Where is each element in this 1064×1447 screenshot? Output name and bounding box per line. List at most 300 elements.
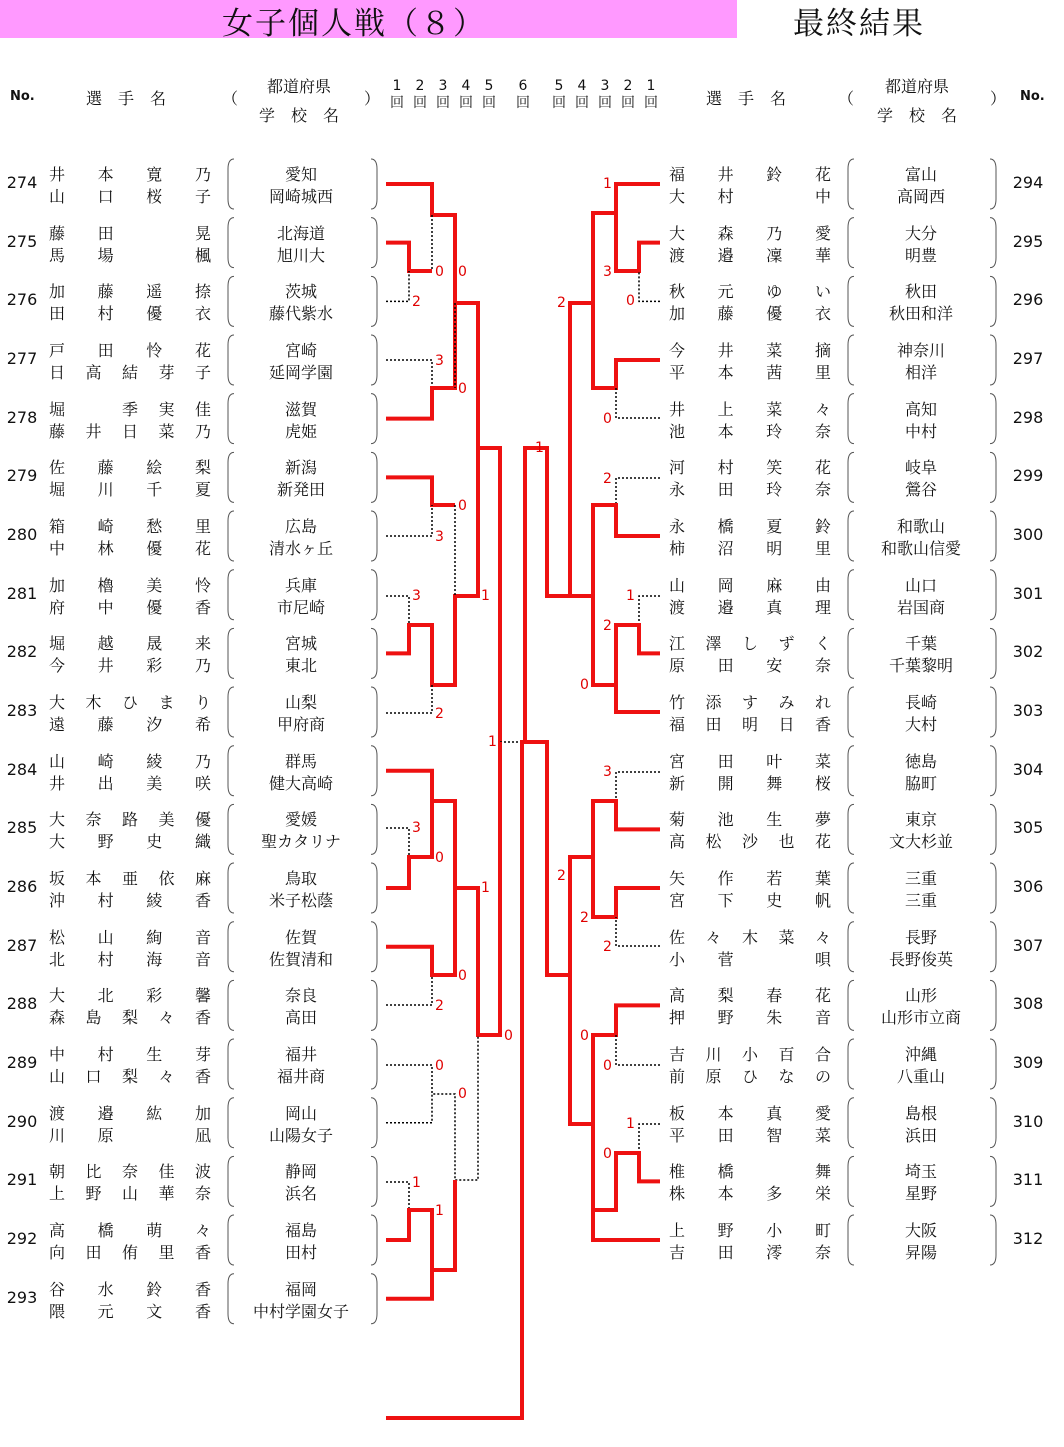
entry-bracket-paren xyxy=(228,922,234,972)
entry-bracket-paren xyxy=(848,570,854,620)
entry-bracket-paren xyxy=(228,980,234,1030)
entry-bracket-paren xyxy=(848,1098,854,1148)
round-header-right-3: 3 回 xyxy=(598,78,612,111)
school-name: 和歌山信愛 xyxy=(880,539,961,559)
player-name: 平 田 智 菜 xyxy=(668,1125,831,1145)
prefecture: 大分 xyxy=(904,223,937,243)
school-name: 明豊 xyxy=(904,245,937,265)
school-name: 甲府商 xyxy=(276,715,325,735)
match-score: 2 xyxy=(603,618,612,634)
loser-line xyxy=(386,828,409,857)
prefecture: 岡山 xyxy=(284,1103,317,1123)
school-name: 八重山 xyxy=(896,1067,945,1087)
winner-line xyxy=(593,1124,660,1210)
player-name: 堀 季 実 佳 xyxy=(48,399,211,419)
player-name: 北 村 海 音 xyxy=(48,949,211,969)
prefecture: 和歌山 xyxy=(896,517,945,537)
player-name: 向 田 侑 里 香 xyxy=(48,1243,211,1263)
player-name: 今 井 彩 乃 xyxy=(48,656,211,676)
round-header-left-3: 3 回 xyxy=(436,78,450,111)
entry-bracket-paren xyxy=(371,1215,377,1265)
header-player-left: 選 手 名 xyxy=(86,89,167,108)
entry-bracket-paren xyxy=(848,452,854,502)
prefecture: 山形 xyxy=(904,986,937,1006)
loser-line xyxy=(616,772,660,801)
entry-number: 303 xyxy=(1012,701,1044,721)
entry-bracket-paren xyxy=(371,922,377,972)
entry-number: 283 xyxy=(6,701,38,721)
entry-bracket-paren xyxy=(371,394,377,444)
player-name: 堀 川 千 夏 xyxy=(48,480,211,500)
school-name: 昇陽 xyxy=(904,1243,937,1263)
entry-bracket-paren xyxy=(848,218,854,268)
prefecture: 愛知 xyxy=(284,165,317,184)
match-score: 2 xyxy=(435,998,444,1014)
school-name: 延岡学園 xyxy=(268,363,333,382)
school-name: 清水ヶ丘 xyxy=(268,539,333,559)
player-name: 柿 沼 明 里 xyxy=(668,539,831,559)
school-name: 鶯谷 xyxy=(904,480,937,500)
school-name: 佐賀清和 xyxy=(268,949,333,969)
prefecture: 沖縄 xyxy=(904,1045,937,1065)
player-name: 永 田 玲 奈 xyxy=(668,480,831,500)
player-name: 原 田 安 奈 xyxy=(668,656,831,676)
loser-line xyxy=(386,975,432,1005)
prefecture: 奈良 xyxy=(284,986,317,1006)
player-name: 高 松 沙 也 花 xyxy=(668,832,831,852)
entry-bracket-paren xyxy=(990,1215,996,1265)
entry-number: 307 xyxy=(1012,935,1044,955)
entry-bracket-paren xyxy=(371,804,377,854)
match-score: 0 xyxy=(603,1058,612,1074)
entry-bracket-paren xyxy=(228,335,234,385)
entry-bracket-paren xyxy=(228,746,234,796)
player-name: 竹 添 す み れ xyxy=(668,693,831,713)
school-name: 三重 xyxy=(904,891,937,911)
player-name: 朝 比 奈 佳 波 xyxy=(48,1162,211,1182)
entry-bracket-paren xyxy=(990,276,996,326)
round-header-right-4: 4 回 xyxy=(575,78,589,111)
player-name: 高 梨 春 花 xyxy=(668,986,831,1006)
round-header-right-2: 2 回 xyxy=(621,78,635,111)
entry-bracket-paren xyxy=(228,452,234,502)
entry-number: 274 xyxy=(6,173,38,192)
player-name: 江 澤 し ず く xyxy=(668,634,831,654)
prefecture: 静岡 xyxy=(284,1162,317,1182)
school-name: 米子松蔭 xyxy=(268,891,333,911)
match-score: 1 xyxy=(603,176,612,192)
entry-bracket-paren xyxy=(990,628,996,678)
match-score: 2 xyxy=(557,868,566,884)
loser-line xyxy=(616,917,660,946)
entry-bracket-paren xyxy=(990,218,996,268)
player-name: 隈 元 文 香 xyxy=(48,1301,211,1321)
match-score: 0 xyxy=(626,293,635,309)
entry-bracket-paren xyxy=(990,804,996,854)
school-name: 田村 xyxy=(284,1243,317,1263)
match-score: 0 xyxy=(458,968,467,984)
entry-number: 276 xyxy=(6,290,38,310)
player-name: 高 橋 萌 々 xyxy=(48,1221,211,1241)
player-name: 井 出 美 咲 xyxy=(48,773,211,793)
prefecture: 大阪 xyxy=(904,1221,937,1241)
prefecture: 茨城 xyxy=(284,282,317,302)
player-name: 渡 邉 紘 加 xyxy=(48,1103,211,1123)
player-name: 府 中 優 香 xyxy=(48,597,211,617)
player-name: 株 本 多 栄 xyxy=(668,1184,831,1204)
round-header-left-4: 4 回 xyxy=(459,78,473,111)
entry-bracket-paren xyxy=(228,1274,234,1324)
match-score: 1 xyxy=(626,588,635,604)
match-score: 0 xyxy=(435,264,444,280)
school-name: 千葉黎明 xyxy=(888,656,953,676)
entry-bracket-paren xyxy=(848,687,854,737)
prefecture: 広島 xyxy=(284,517,317,537)
entry-bracket-paren xyxy=(990,159,996,209)
winner-line xyxy=(386,742,660,1418)
entry-bracket-paren xyxy=(228,159,234,209)
player-name: 大 森 乃 愛 xyxy=(668,223,831,243)
school-name: 旭川大 xyxy=(276,245,325,265)
winner-line xyxy=(616,213,660,271)
player-name: 谷 水 鈴 香 xyxy=(48,1279,211,1299)
round-header-right-1: 1 回 xyxy=(644,78,658,111)
entry-bracket-paren xyxy=(228,804,234,854)
entry-bracket-paren xyxy=(228,394,234,444)
match-score: 0 xyxy=(435,1058,444,1074)
prefecture: 宮崎 xyxy=(284,341,317,360)
entry-bracket-paren xyxy=(848,922,854,972)
player-name: 藤 田 晃 xyxy=(48,223,211,243)
prefecture: 東京 xyxy=(904,810,937,830)
entry-number: 306 xyxy=(1012,877,1044,897)
player-name: 押 野 朱 音 xyxy=(668,1008,831,1028)
player-name: 小 菅 唄 xyxy=(668,949,831,969)
entry-number: 289 xyxy=(6,1053,38,1073)
entry-bracket-paren xyxy=(228,1215,234,1265)
entry-bracket-paren xyxy=(228,570,234,620)
player-name: 永 橋 夏 鈴 xyxy=(668,517,831,537)
entry-number: 298 xyxy=(1012,407,1044,427)
school-name: 高岡西 xyxy=(896,187,945,206)
loser-line xyxy=(386,505,432,536)
entry-bracket-paren xyxy=(990,1098,996,1148)
winner-line xyxy=(570,505,660,596)
entry-number: 297 xyxy=(1012,349,1044,368)
header-school-right: 学 校 名 xyxy=(877,106,958,125)
entry-bracket-paren xyxy=(990,452,996,502)
school-name: 中村 xyxy=(904,421,937,441)
entry-bracket-paren xyxy=(848,394,854,444)
entry-bracket-paren xyxy=(371,218,377,268)
school-name: 星野 xyxy=(904,1184,937,1204)
entry-bracket-paren xyxy=(228,511,234,561)
player-name: 池 本 玲 奈 xyxy=(668,421,831,441)
school-name: 大村 xyxy=(904,715,937,735)
school-name: 健大高崎 xyxy=(268,773,333,793)
match-score: 1 xyxy=(481,880,490,896)
match-score: 3 xyxy=(412,588,421,604)
entry-bracket-paren xyxy=(990,1156,996,1206)
player-name: 大 木 ひ ま り xyxy=(48,693,211,713)
player-name: 日 高 結 芽 子 xyxy=(48,363,211,382)
school-name: 東北 xyxy=(284,656,317,676)
header-pref-right: 都道府県 xyxy=(885,77,950,96)
school-name: 山形市立商 xyxy=(880,1008,961,1028)
entry-bracket-paren xyxy=(848,511,854,561)
player-name: 吉 川 小 百 合 xyxy=(668,1045,831,1065)
entry-bracket-paren xyxy=(848,863,854,913)
entry-number: 310 xyxy=(1012,1111,1044,1131)
entry-number: 305 xyxy=(1012,818,1044,838)
entry-bracket-paren xyxy=(228,628,234,678)
player-name: 中 村 生 芽 xyxy=(48,1045,211,1065)
player-name: 川 原 凪 xyxy=(48,1125,211,1145)
player-name: 大 村 中 xyxy=(668,187,831,206)
school-name: 虎姫 xyxy=(284,421,317,441)
entry-bracket-paren xyxy=(990,511,996,561)
school-name: 秋田和洋 xyxy=(888,304,953,324)
match-score: 0 xyxy=(603,411,612,427)
entry-bracket-paren xyxy=(990,746,996,796)
entry-bracket-paren xyxy=(371,1039,377,1089)
player-name: 渡 邉 真 理 xyxy=(668,597,831,617)
player-name: 平 本 茜 里 xyxy=(668,363,831,382)
prefecture: 福島 xyxy=(284,1221,317,1241)
player-name: 藤 井 日 菜 乃 xyxy=(48,421,211,441)
player-name: 新 開 舞 桜 xyxy=(668,773,831,793)
prefecture: 福岡 xyxy=(284,1279,317,1299)
match-score: 3 xyxy=(412,820,421,836)
entry-bracket-paren xyxy=(371,687,377,737)
entry-bracket-paren xyxy=(228,1039,234,1089)
page-title: 女子個人戦（８） xyxy=(222,6,486,42)
loser-line xyxy=(639,596,660,625)
player-name: 馬 場 楓 xyxy=(48,245,211,265)
match-score: 0 xyxy=(458,1086,467,1102)
header-close-paren-left: ） xyxy=(364,89,381,108)
match-score: 1 xyxy=(481,588,490,604)
school-name: 藤代紫水 xyxy=(268,304,333,324)
player-name: 渡 邉 凜 華 xyxy=(668,245,831,265)
entry-number: 300 xyxy=(1012,525,1044,545)
loser-line xyxy=(616,388,660,418)
school-name: 市尼崎 xyxy=(276,597,325,617)
player-name: 加 藤 遥 捺 xyxy=(48,282,211,302)
match-score: 1 xyxy=(626,1116,635,1132)
match-score: 2 xyxy=(580,910,589,926)
player-name: 佐 藤 絵 梨 xyxy=(48,458,211,478)
entry-bracket-paren xyxy=(848,980,854,1030)
entry-number: 308 xyxy=(1012,994,1044,1014)
header-close-paren-right: ） xyxy=(990,89,1007,108)
entry-number: 299 xyxy=(1012,466,1044,486)
prefecture: 神奈川 xyxy=(896,341,945,360)
loser-line xyxy=(386,360,432,388)
match-score: 2 xyxy=(557,295,566,311)
entry-bracket-paren xyxy=(371,1098,377,1148)
entry-bracket-paren xyxy=(848,276,854,326)
entry-bracket-paren xyxy=(848,1039,854,1089)
match-score: 0 xyxy=(580,677,589,693)
player-name: 秋 元 ゆ い xyxy=(668,282,831,302)
loser-line xyxy=(386,1065,432,1094)
winner-line xyxy=(386,477,455,505)
player-name: 箱 崎 愁 里 xyxy=(48,517,211,537)
entry-number: 295 xyxy=(1012,231,1044,251)
loser-line xyxy=(386,596,409,625)
entry-bracket-paren xyxy=(228,1156,234,1206)
match-score: 0 xyxy=(435,850,444,866)
round-header-right-5: 5 回 xyxy=(552,78,566,111)
entry-bracket-paren xyxy=(990,335,996,385)
entry-number: 311 xyxy=(1012,1170,1044,1190)
winner-line xyxy=(386,1180,455,1270)
round-header-left-6: 6 回 xyxy=(516,78,530,111)
player-name: 宮 田 叶 菜 xyxy=(668,751,831,771)
entry-bracket-paren xyxy=(371,452,377,502)
player-name: 大 奈 路 美 優 xyxy=(48,810,211,830)
header-school-left: 学 校 名 xyxy=(259,106,340,125)
entry-bracket-paren xyxy=(848,746,854,796)
entry-number: 285 xyxy=(6,818,38,838)
player-name: 森 島 梨 々 香 xyxy=(48,1008,211,1028)
entry-number: 301 xyxy=(1012,583,1044,603)
player-name: 上 野 山 華 奈 xyxy=(48,1184,211,1204)
player-name: 上 野 小 町 xyxy=(668,1221,831,1241)
school-name: 新発田 xyxy=(276,480,325,500)
match-score: 2 xyxy=(435,706,444,722)
player-name: 大 野 史 織 xyxy=(48,832,211,852)
loser-line xyxy=(386,271,409,301)
school-name: 岡崎城西 xyxy=(268,187,333,206)
entry-number: 281 xyxy=(6,583,38,603)
page-subtitle: 最終結果 xyxy=(793,6,925,42)
match-score: 3 xyxy=(435,529,444,545)
header-open-paren-right: （ xyxy=(838,89,855,108)
player-name: 遠 藤 汐 希 xyxy=(48,715,211,735)
entry-bracket-paren xyxy=(228,1098,234,1148)
player-name: 菊 池 生 夢 xyxy=(668,810,831,830)
header-no-right: No. xyxy=(1020,89,1045,104)
match-score: 2 xyxy=(603,471,612,487)
loser-line xyxy=(639,1124,660,1153)
entry-number: 278 xyxy=(6,407,38,427)
header-no-left: No. xyxy=(10,89,35,104)
prefecture: 兵庫 xyxy=(284,575,317,595)
prefecture: 愛媛 xyxy=(284,810,317,830)
entry-bracket-paren xyxy=(990,980,996,1030)
prefecture: 富山 xyxy=(904,165,937,184)
entry-bracket-paren xyxy=(848,1215,854,1265)
match-score: 1 xyxy=(412,1175,421,1191)
entry-number: 293 xyxy=(6,1287,38,1307)
prefecture: 長野 xyxy=(904,927,937,947)
prefecture: 宮城 xyxy=(284,634,317,654)
match-score: 2 xyxy=(412,294,421,310)
player-name: 山 口 桜 子 xyxy=(48,187,211,206)
prefecture: 福井 xyxy=(284,1045,317,1065)
entry-number: 292 xyxy=(6,1229,38,1249)
winner-line xyxy=(386,888,455,975)
entry-bracket-paren xyxy=(371,335,377,385)
prefecture: 三重 xyxy=(904,869,937,889)
school-name: 長野俊英 xyxy=(888,949,953,969)
prefecture: 岐阜 xyxy=(904,458,937,478)
player-name: 加 藤 優 衣 xyxy=(668,304,831,324)
loser-line xyxy=(639,271,660,301)
player-name: 河 村 笑 花 xyxy=(668,458,831,478)
entry-bracket-paren xyxy=(990,687,996,737)
entry-number: 294 xyxy=(1012,173,1044,192)
prefecture: 秋田 xyxy=(904,282,937,302)
match-score: 0 xyxy=(458,498,467,514)
entry-bracket-paren xyxy=(228,276,234,326)
player-name: 今 井 菜 摘 xyxy=(668,341,831,360)
player-name: 井 本 寛 乃 xyxy=(48,165,211,184)
entry-number: 309 xyxy=(1012,1053,1044,1073)
school-name: 相洋 xyxy=(904,363,937,382)
entry-bracket-paren xyxy=(371,628,377,678)
school-name: 福井商 xyxy=(276,1067,325,1087)
loser-line xyxy=(386,1182,409,1210)
school-name: 岩国商 xyxy=(896,597,945,617)
entry-bracket-paren xyxy=(990,570,996,620)
round-header-left-5: 5 回 xyxy=(482,78,496,111)
entry-number: 302 xyxy=(1012,642,1044,662)
entry-bracket-paren xyxy=(371,276,377,326)
entry-number: 287 xyxy=(6,935,38,955)
header-player-right: 選 手 名 xyxy=(706,89,787,108)
entry-bracket-paren xyxy=(371,980,377,1030)
header-pref-left: 都道府県 xyxy=(267,77,332,96)
entry-bracket-paren xyxy=(848,1156,854,1206)
match-score: 1 xyxy=(488,734,497,750)
match-score: 2 xyxy=(603,939,612,955)
prefecture: 山梨 xyxy=(284,693,317,713)
school-name: 高田 xyxy=(284,1008,317,1028)
entry-number: 290 xyxy=(6,1111,38,1131)
school-name: 文大杉並 xyxy=(888,832,953,852)
prefecture: 佐賀 xyxy=(284,927,317,947)
player-name: 板 本 真 愛 xyxy=(668,1103,831,1123)
winner-line xyxy=(593,857,660,917)
loser-line xyxy=(386,685,432,713)
entry-bracket-paren xyxy=(371,746,377,796)
round-header-left-2: 2 回 xyxy=(413,78,427,111)
entry-bracket-paren xyxy=(990,394,996,444)
winner-line xyxy=(593,303,660,388)
loser-line xyxy=(616,1035,660,1065)
school-name: 脇町 xyxy=(904,773,937,793)
loser-line xyxy=(386,1035,478,1180)
entry-bracket-paren xyxy=(848,804,854,854)
entry-bracket-paren xyxy=(371,511,377,561)
entry-bracket-paren xyxy=(371,863,377,913)
match-score: 1 xyxy=(435,1203,444,1219)
match-score: 0 xyxy=(458,381,467,397)
entry-bracket-paren xyxy=(990,922,996,972)
player-name: 山 口 梨 々 香 xyxy=(48,1067,211,1087)
entry-bracket-paren xyxy=(848,628,854,678)
school-name: 浜名 xyxy=(284,1184,317,1204)
entry-bracket-paren xyxy=(228,687,234,737)
entry-number: 275 xyxy=(6,231,38,251)
entry-bracket-paren xyxy=(848,335,854,385)
player-name: 矢 作 若 葉 xyxy=(668,869,831,889)
loser-line xyxy=(616,478,660,505)
entry-bracket-paren xyxy=(228,218,234,268)
